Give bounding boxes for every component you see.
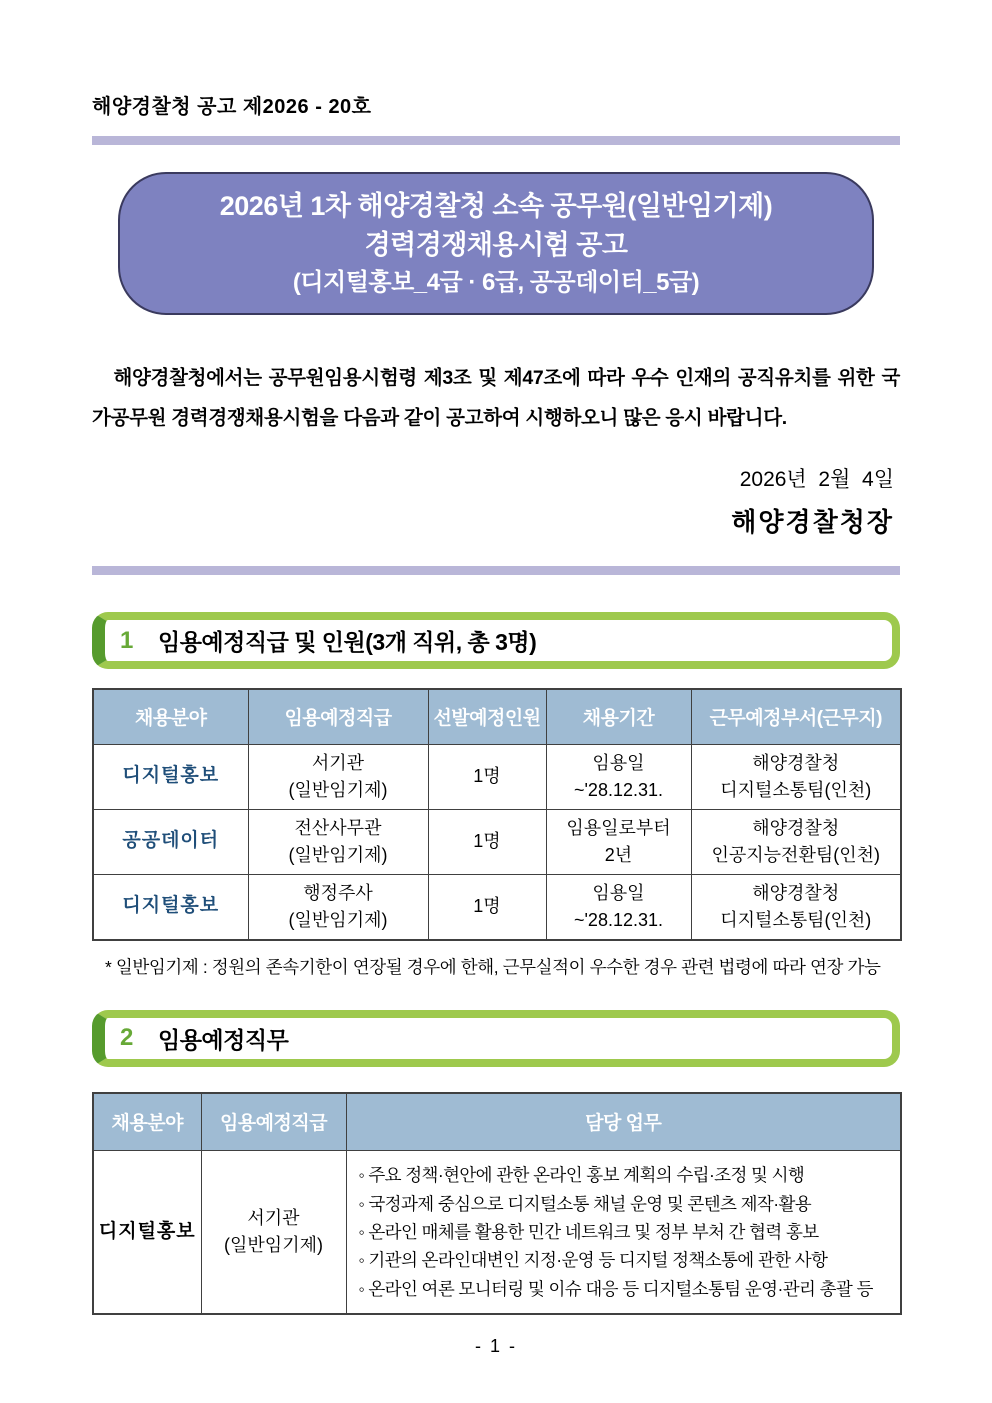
col-header-grade: 임용예정직급 [248,689,428,744]
duty-row-grade-line1: 서기관 [247,1208,300,1229]
table-row [93,874,901,940]
row3-field: 디지털홍보 [93,874,248,940]
duty-item: ◦ 온라인 여론 모니터링 및 이슈 대응 등 디지털소통팀 운영·관리 총괄 등 [358,1278,873,1299]
row1-dept-line1: 해양경찰청 [752,752,840,773]
row1-grade [248,744,428,809]
title-banner [118,172,874,315]
row3-grade [248,874,428,940]
doc-number: 해양경찰청 공고 제2026 - 20호 [92,96,372,118]
duty-row-duties [346,1151,901,1314]
row3-dept [691,874,901,940]
row3-dept-line1: 해양경찰청 [752,882,840,903]
col-header-count: 선발예정인원 [428,689,546,744]
positions-table [92,688,902,941]
duties-table-header-row [93,1093,901,1151]
duty-item: ◦ 기관의 온라인대변인 지정·운영 등 디지털 정책소통에 관한 사항 [358,1250,828,1271]
top-divider [92,136,900,145]
announcement-date: 2026년 2월 4일 [739,468,894,492]
row1-grade-line2: (일반임기제) [288,779,388,800]
section-1-number: 1 [120,626,134,654]
banner-line-3: (디지털홍보_4급 · 6급, 공공데이터_5급) [292,269,700,297]
duty-item: ◦ 주요 정책·현안에 관한 온라인 홍보 계획의 수립·조정 및 시행 [358,1165,805,1186]
row2-period-line2: 2년 [604,844,633,865]
banner-line-1: 2026년 1차 해양경찰청 소속 공무원(일반임기제) [219,191,773,221]
row3-period-line1: 임용일~'28.12.31. [573,882,663,930]
intro-paragraph: 해양경찰청에서는 공무원임용시험령 제3조 및 제47조에 따라 우수 인재의 공직유치를 위한 국가공무원 경력경쟁채용시험을 다음과 같이 공고하여 시행하오니 많은 응시 바랍니다. [92,367,900,430]
row1-dept [691,744,901,809]
duties-col-header-grade: 임용예정직급 [201,1093,346,1151]
duties-col-header-duty: 담당 업무 [346,1093,901,1151]
duties-col-header-field: 채용분야 [93,1093,201,1151]
table-row [93,744,901,809]
row2-period [546,809,691,874]
col-header-dept: 근무예정부서(근무지) [691,689,901,744]
row1-grade-line1: 서기관 [311,752,365,773]
row2-period-line1: 임용일로부터 [566,817,671,838]
section-2-header [92,1010,900,1067]
row1-period-line1: 임용일~'28.12.31. [573,752,663,800]
col-header-field: 채용분야 [93,689,248,744]
row2-dept [691,809,901,874]
duty-row-grade [201,1151,346,1314]
row3-count: 1명 [428,874,546,940]
mid-divider [92,566,900,575]
section-2-number: 2 [120,1024,134,1052]
duty-item: ◦ 온라인 매체를 활용한 민간 네트워크 및 정부 부처 간 협력 홍보 [358,1221,819,1242]
table-row [93,1151,901,1314]
positions-table-header-row [93,689,901,744]
row2-grade-line1: 전산사무관 [294,817,382,838]
duty-row-field: 디지털홍보 [93,1151,201,1314]
row1-count: 1명 [428,744,546,809]
row2-grade-line2: (일반임기제) [288,844,388,865]
row2-dept-line2: 인공지능전환팀(인천) [711,844,880,865]
page-number: - 1 - [474,1336,517,1356]
col-header-period: 채용기간 [546,689,691,744]
row3-period [546,874,691,940]
signature-block [92,463,900,539]
table-footnote: * 일반임기제 : 정원의 존속기한이 연장될 경우에 한해, 근무실적이 우수한 경우 관련 법령에 따라 연장 가능 [105,956,881,977]
table-row [93,809,901,874]
section-1-header [92,612,900,669]
duties-table [92,1092,902,1315]
row3-grade-line2: (일반임기제) [288,909,388,930]
row3-dept-line2: 디지털소통팀(인천) [720,909,872,930]
duty-row-grade-line2: (일반임기제) [224,1235,323,1256]
row3-grade-line1: 행정주사 [303,882,373,903]
row1-dept-line2: 디지털소통팀(인천) [720,779,872,800]
duty-item: ◦ 국정과제 중심으로 디지털소통 채널 운영 및 콘텐츠 제작·활용 [358,1193,812,1214]
section-1-title: 임용예정직급 및 인원(3개 직위, 총 3명) [158,629,537,656]
row2-count: 1명 [428,809,546,874]
row2-grade [248,809,428,874]
row1-field: 디지털홍보 [93,744,248,809]
signer-title: 해양경찰청장 [731,508,894,538]
row2-field: 공공데이터 [93,809,248,874]
section-2-title: 임용예정직무 [158,1026,289,1053]
banner-line-2: 경력경쟁채용시험 공고 [364,230,628,261]
row2-dept-line1: 해양경찰청 [752,817,840,838]
row1-period [546,744,691,809]
